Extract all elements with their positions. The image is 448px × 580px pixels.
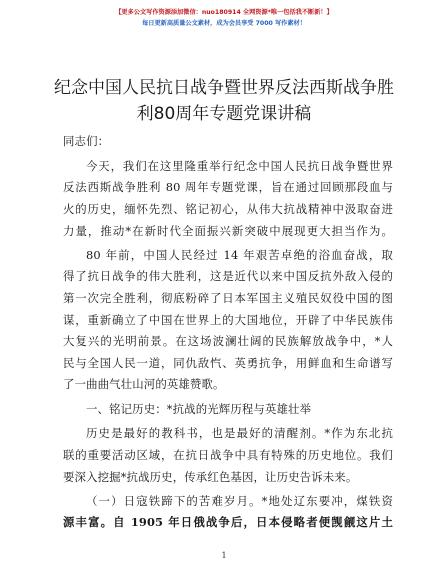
salutation: 同志们： [63,134,110,148]
paragraph-2-line-3: 第一次完全胜利，彻底粉碎了日本军国主义殖民奴役中国的图 [63,291,393,305]
paragraph-1-line-1: 今天，我们在这里隆重举行纪念中国人民抗日战争暨世界 [86,159,393,173]
paragraph-1-line-3: 火的历史，缅怀先烈、铭记初心，从伟大抗战精神中汲取奋进 [63,202,393,216]
paragraph-3-line-3: 要深入挖掘*抗战历史，传承红色基因，让历史告诉未来。 [63,470,358,484]
subheading-line-2: 源丰富。自 1905 年日俄战争后，日本侵略者便觊觎这片土 [63,515,393,529]
paragraph-2-line-6: 民与全国人民一道，同仇敌忾、英勇抗争，用鲜血和生命谱写 [63,356,393,370]
promo-banner-subline: 每日更新高质量公文素材，成为会员享受 7000 写作素材！ [142,20,306,27]
subheading-line-1: （一）日寇铁蹄下的苦难岁月。*地处辽东要冲，煤铁资 [86,494,393,508]
paragraph-1-line-2: 反法西斯战争胜利 80 周年专题党课，旨在通过回顾那段血与 [63,180,393,194]
paragraph-3-line-1: 历史是最好的教科书，也是最好的清醒剂。*作为东北抗 [86,426,393,440]
promo-banner-top: 【更多公文写作资源添加微信：nuo180914 全网资源*唯一包括我不断新！】 [115,9,333,16]
paragraph-3-line-2: 联的重要活动区域，在抗日战争中具有特殊的历史地位。我们 [63,448,393,462]
paragraph-2-line-2: 得了抗日战争的伟大胜利，这是近代以来中国反抗外敌入侵的 [63,269,393,283]
document-title-line-2: 利80周年专题党课讲稿 [136,104,312,124]
paragraph-2-line-5: 大复兴的光明前景。在这场波澜壮阔的民族解放战争中，*人 [63,334,393,348]
paragraph-1-line-4: 力量，推动*在新时代全面振兴新突破中展现更大担当作为。 [63,224,393,238]
document-title-line-1: 纪念中国人民抗日战争暨世界反法西斯战争胜 [54,78,394,98]
paragraph-2-line-7: 了一曲曲气壮山河的英雄赞歌。 [63,377,225,391]
page-number: 1 [221,551,227,560]
section-heading: 一、铭记历史：*抗战的光辉历程与英雄壮举 [86,402,312,416]
paragraph-2-line-1: 80 年前，中国人民经过 14 年艰苦卓绝的浴血奋战，取 [86,248,393,262]
paragraph-2-line-4: 谋，重新确立了中国在世界上的大国地位，开辟了中华民族伟 [63,313,393,327]
